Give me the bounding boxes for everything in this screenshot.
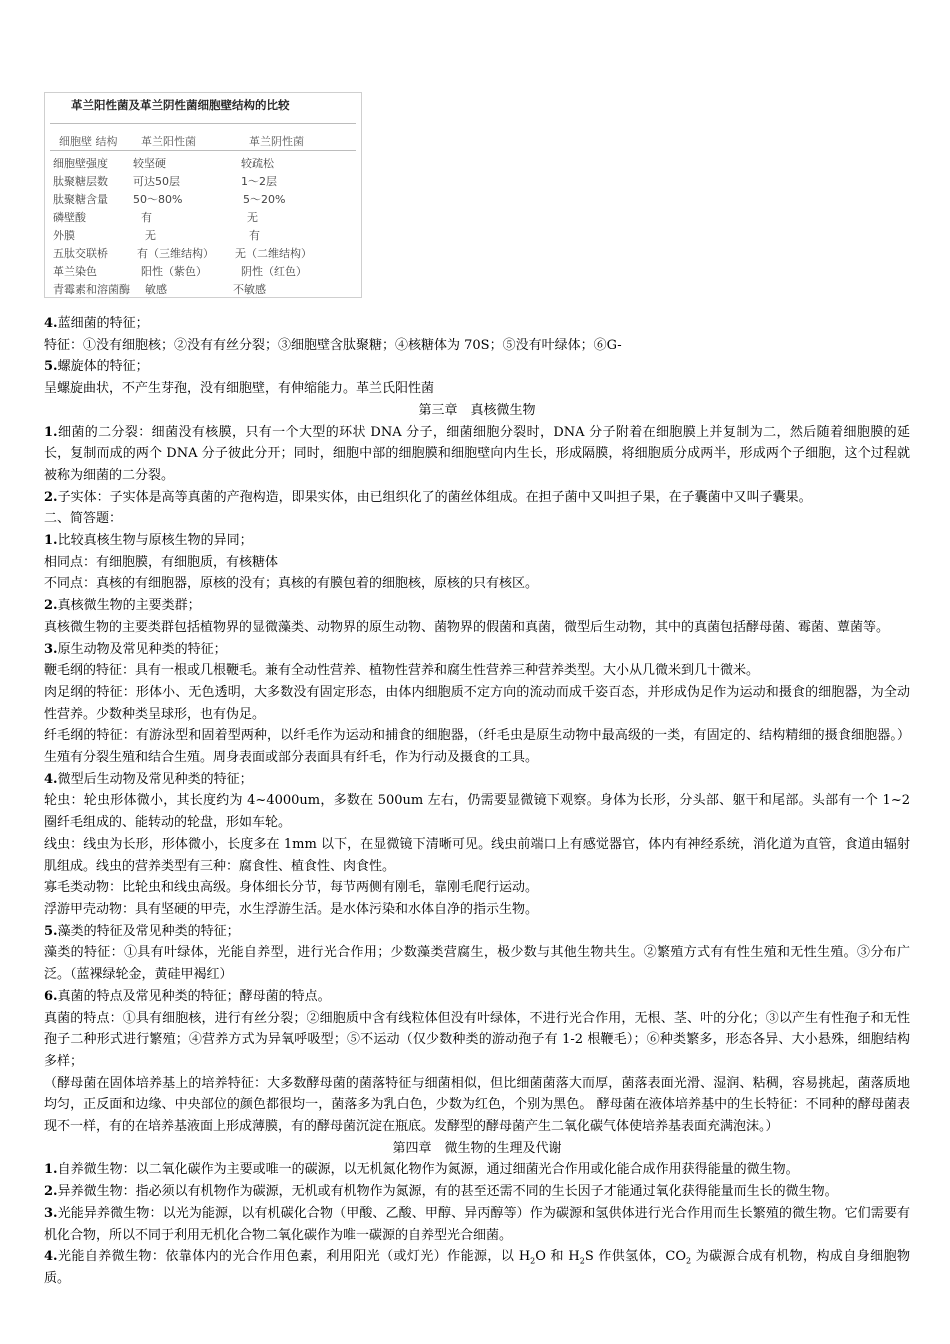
paragraph: 轮虫：轮虫形体微小，其长度约为 4~4000um，多数在 500um 左右，仍需要显微镜下观察。身体为长形，分头部、躯干和尾部。头部有一个 1~2 圈纤毛组成的、能转动的轮盘，形如车轮。 (44, 793, 910, 831)
item-number: 2. (44, 1184, 58, 1200)
chapter-4-title: 第四章 微生物的生理及代谢 (392, 1140, 562, 1156)
subscript: 2 (686, 1256, 692, 1266)
table-cell: 外膜 (53, 229, 75, 242)
table-cell: 五肽交联桥 (53, 247, 108, 260)
definition-text: 光能异养微生物：以光为能源，以有机碳化合物（甲酸、乙酸、甲醇、异丙醇等）作为碳源和氢供体进行光合作用而生长繁殖的微生物。它们需要有机化合物，所以不同于利用无机化合物二氧化碳作为唯一碳源的自养型光合细菌。 (44, 1205, 910, 1243)
definition (44, 1203, 910, 1246)
table-cell: 磷壁酸 (53, 211, 86, 224)
table-cell: 5～20% (243, 193, 286, 206)
table-header-gram-negative: 革兰阴性菌 (249, 135, 304, 148)
table-cell: 无（二维结构） (235, 247, 312, 260)
definition-text: 光能自养微生物：依靠体内的光合作用色素，利用阳光（或灯光）作能源，以 H (57, 1249, 531, 1265)
section-title: 二、简答题： (44, 511, 123, 527)
item-number: 5. (44, 923, 58, 939)
question-text: 原生动物及常见种类的特征； (57, 641, 227, 657)
question-text: 微型后生动物及常见种类的特征； (57, 771, 253, 787)
item-number: 2. (44, 598, 58, 614)
table-cell: 敏感 (145, 283, 167, 296)
table-header-rule (50, 150, 356, 151)
table-row (45, 281, 361, 299)
paragraph: 纤毛纲的特征：有游泳型和固着型两种，以纤毛作为运动和捕食的细胞器，（纤毛虫是原生动物中最高级的一类，有固定的、结构精细的摄食细胞器。）生殖有分裂生殖和结合生殖。周身表面或部分表面具有纤毛，作为行动及摄食的工具。 (44, 728, 910, 766)
table-cell: 青霉素和溶菌酶 (53, 283, 130, 296)
question-text: 藻类的特征及常见种类的特征； (57, 923, 240, 939)
cell-wall-comparison-table (44, 92, 362, 298)
paragraph: 特征：①没有细胞核；②没有有丝分裂；③细胞壁含肽聚糖；④核糖体为 70S；⑤没有叶绿体；⑥G- (44, 337, 622, 353)
definition-text: 自养微生物：以二氧化碳作为主要或唯一的碳源，以无机氮化物作为氮源，通过细菌光合作用或化能合成作用获得能量的微生物。 (57, 1162, 799, 1178)
paragraph (44, 487, 910, 509)
question (44, 595, 910, 617)
table-cell: 无 (145, 229, 156, 242)
definition-text: 为碳源合成有机物，构成自身细胞物质。 (44, 1249, 910, 1286)
item-number: 5. (44, 359, 58, 375)
table-cell: 不敏感 (233, 283, 266, 296)
subscript: 2 (530, 1256, 536, 1266)
item-number: 6. (44, 988, 58, 1004)
item-number: 4. (44, 1249, 58, 1265)
paragraph-text: 细菌的二分裂：细菌没有核膜，只有一个大型的环状 DNA 分子，细菌细胞分裂时，DNA 分子附着在细胞膜上并复制为二，然后随着细胞膜的延长，复制而成的两个 DNA 分子彼此分开；同时，细胞中部的细胞膜和细胞壁向内生长，形成隔膜，将细胞质分成两半，形成两个子细胞，这个过程就被称为细菌的二分裂。 (44, 424, 910, 483)
item-number: 2. (44, 489, 58, 505)
item-number: 3. (44, 1205, 58, 1221)
question (44, 769, 910, 791)
table-row (45, 155, 361, 173)
heading-text: 螺旋体的特征； (57, 359, 149, 375)
subscript: 2 (579, 1256, 585, 1266)
table-cell: 肽聚糖含量 (53, 193, 108, 206)
table-cell: 肽聚糖层数 (53, 175, 108, 188)
paragraph: 藻类的特征：①具有叶绿体，光能自养型，进行光合作用；少数藻类营腐生，极少数与其他生物共生。②繁殖方式有有性生殖和无性生殖。③分布广泛。（蓝裸绿轮金，黄硅甲褐红） (44, 945, 910, 983)
table-cell: 细胞壁强度 (53, 157, 108, 170)
item-number: 4. (44, 771, 58, 787)
table-row (45, 191, 361, 209)
paragraph: 鞭毛纲的特征：具有一根或几根鞭毛。兼有全动性营养、植物性营养和腐生性营养三种营养类型。大小从几微米到几十微米。 (44, 663, 760, 679)
table-cell: 阳性（紫色） (141, 265, 207, 278)
table-row (45, 227, 361, 245)
paragraph: 真菌的特点：①具有细胞核，进行有丝分裂；②细胞质中含有线粒体但没有叶绿体，不进行光合作用，无根、茎、叶的分化；③以产生有性孢子和无性孢子二种形式进行繁殖；④营养方式为异氧呼吸型；⑤不运动（仅少数种类的游动孢子有 1-2 根鞭毛）；⑥种类繁多，形态各异、大小悬殊，细胞结构多样； (44, 1010, 910, 1069)
table-row (45, 173, 361, 191)
item-number: 1. (44, 1162, 58, 1178)
item-number: 1. (44, 533, 58, 549)
definition (44, 1181, 910, 1203)
table-row (45, 209, 361, 227)
definition-text: S 作供氢体，CO (584, 1249, 687, 1265)
paragraph: 寡毛类动物：比轮虫和线虫高级。身体细长分节，每节两侧有刚毛，靠刚毛爬行运动。 (44, 880, 539, 896)
question-text: 真菌的特点及常见种类的特征；酵母菌的特点。 (57, 988, 331, 1004)
definition (44, 1246, 910, 1289)
table-title: 革兰阳性菌及革兰阴性菌细胞壁结构的比较 (71, 98, 290, 112)
paragraph: 线虫：线虫为长形，形体微小，长度多在 1mm 以下，在显微镜下清晰可见。线虫前端口上有感觉器官，体内有神经系统，消化道为直管，食道由辐射肌组成。线虫的营养类型有三种：腐食性、植食性、肉食性。 (44, 836, 910, 874)
chapter-3-title: 第三章 真核微生物 (418, 402, 536, 418)
paragraph: 真核微生物的主要类群包括植物界的显微藻类、动物界的原生动物、菌物界的假菌和真菌，微型后生动物，其中的真菌包括酵母菌、霉菌、蕈菌等。 (44, 619, 890, 635)
item-number: 4. (44, 316, 58, 331)
heading-text: 蓝细菌的特征； (57, 316, 149, 331)
table-cell: 较坚硬 (133, 157, 166, 170)
item-number: 3. (44, 641, 58, 657)
definition (44, 1159, 910, 1181)
table-cell: 1～2层 (241, 175, 277, 188)
table-cell: 阴性（红色） (241, 265, 307, 278)
table-row (45, 263, 361, 281)
table-cell: 较疏松 (241, 157, 274, 170)
table-row (45, 245, 361, 263)
paragraph: 肉足纲的特征：形体小、无色透明，大多数没有固定形态，由体内细胞质不定方向的流动而成千姿百态，并形成伪足作为运动和摄食的细胞器，为全动性营养。少数种类呈球形，也有伪足。 (44, 684, 910, 722)
paragraph (44, 422, 910, 487)
question (44, 530, 910, 552)
table-cell: 可达50层 (133, 175, 180, 188)
heading-spirochete (44, 356, 910, 378)
paragraph: 相同点：有细胞膜，有细胞质，有核糖体 (44, 554, 279, 570)
question (44, 921, 910, 943)
question-text: 比较真核生物与原核生物的异同； (57, 533, 253, 549)
table-header-structure: 细胞壁 结构 (59, 135, 118, 148)
paragraph: 呈螺旋曲状，不产生芽孢，没有细胞壁，有伸缩能力。革兰氏阳性菌 (44, 381, 435, 397)
table-cell: 有 (141, 211, 152, 224)
paragraph: 不同点：真核的有细胞器，原核的没有；真核的有膜包着的细胞核，原核的只有核区。 (44, 576, 539, 592)
table-top-rule (50, 123, 356, 124)
table-header-gram-positive: 革兰阳性菌 (141, 135, 196, 148)
document-body (44, 313, 910, 1290)
question (44, 639, 910, 661)
table-cell: 有（三维结构） (137, 247, 214, 260)
definition-text: 异养微生物：指必须以有机物作为碳源，无机或有机物作为氮源，有的甚至还需不同的生长因子才能通过氧化获得能量而生长的微生物。 (57, 1184, 838, 1200)
item-number: 1. (44, 424, 58, 440)
table-cell: 革兰染色 (53, 265, 97, 278)
table-cell: 50～80% (133, 193, 183, 206)
paragraph-text: 子实体：子实体是高等真菌的产孢构造，即果实体，由已组织化了的菌丝体组成。在担子菌中又叫担子果，在子囊菌中又叫子囊果。 (57, 489, 812, 505)
paragraph: 浮游甲壳动物：具有坚硬的甲壳，水生浮游生活。是水体污染和水体自净的指示生物。 (44, 901, 539, 917)
paragraph: （酵母菌在固体培养基上的培养特征：大多数酵母菌的菌落特征与细菌相似，但比细菌菌落大而厚，菌落表面光滑、湿润、粘稠，容易挑起，菌落质地均匀，正反面和边缘、中央部位的颜色都很均一，菌落多为乳白色，少数为红色，个别为黑色。 酵母菌在液体培养基中的生长特征：不同种的酵母菌表现不一样，有的在培养基液面上形成薄膜，有的酵母菌沉淀在瓶底。发酵型的酵母菌产生二氧化碳气体使培养基表面充满泡沫。） (44, 1075, 910, 1135)
definition-text: O 和 H (535, 1249, 580, 1265)
heading-cyanobacteria (44, 313, 910, 335)
table-cell: 有 (249, 229, 260, 242)
question (44, 986, 910, 1008)
table-cell: 无 (247, 211, 258, 224)
question-text: 真核微生物的主要类群； (57, 598, 201, 614)
